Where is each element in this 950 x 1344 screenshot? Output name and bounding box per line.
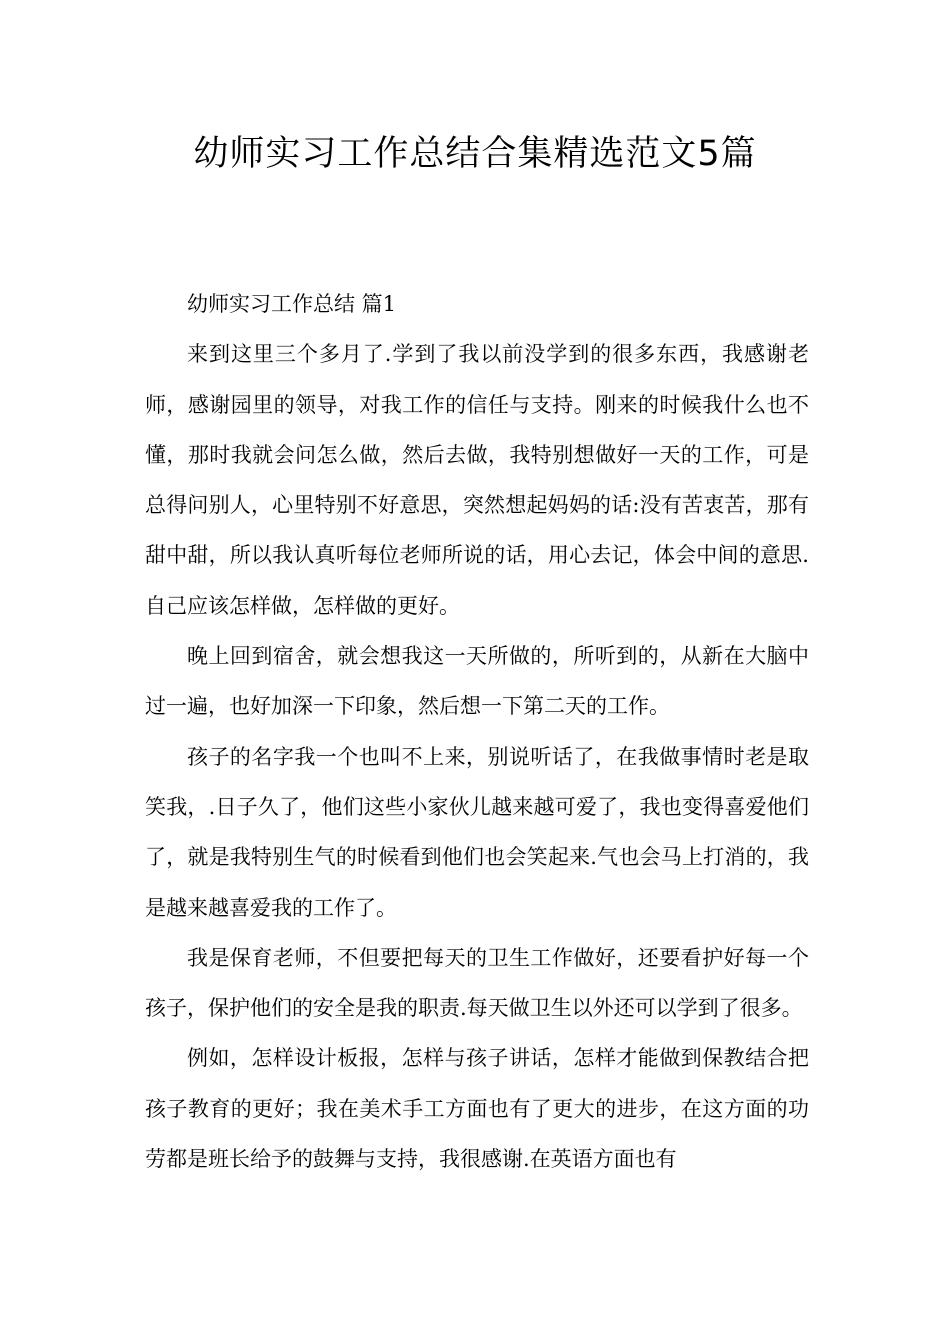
document-body [145,279,809,1184]
paragraph: 晚上回到宿舍，就会想我这一天所做的，所听到的，从新在大脑中过一遍，也好加深一下印象，然后想一下第二天的工作。 [145,644,809,719]
paragraph: 例如，怎样设计板报，怎样与孩子讲话，怎样才能做到保教结合把孩子教育的更好；我在美术手工方面也有了更大的进步，在这方面的功劳都是班长给予的鼓舞与支持，我很感谢.在英语方面也有 [145,1046,809,1172]
paragraph: 来到这里三个多月了.学到了我以前没学到的很多东西，我感谢老师，感谢园里的领导，对我工作的信任与支持。刚来的时候我什么也不懂，那时我就会问怎么做，然后去做，我特别想做好一天的工作，可是总得问别人，心里特别不好意思，突然想起妈妈的话:没有苦衷苦，那有甜中甜，所以我认真听每位老师所说的话，用心去记，体会中间的意思.自己应该怎样做，怎样做的更好。 [145,342,809,618]
section-heading: 幼师实习工作总结 篇1 [187,292,397,316]
paragraph: 我是保育老师，不但要把每天的卫生工作做好，还要看护好每一个孩子，保护他们的安全是我的职责.每天做卫生以外还可以学到了很多。 [145,945,809,1021]
paragraph: 孩子的名字我一个也叫不上来，别说听话了，在我做事情时老是取笑我，.日子久了，他们这些小家伙儿越来越可爱了，我也变得喜爱他们了，就是我特别生气的时候看到他们也会笑起来.气也会马上打消的，我是越来越喜爱我的工作了。 [145,744,809,920]
document-title: 幼师实习工作总结合集精选范文5篇 [193,134,757,174]
